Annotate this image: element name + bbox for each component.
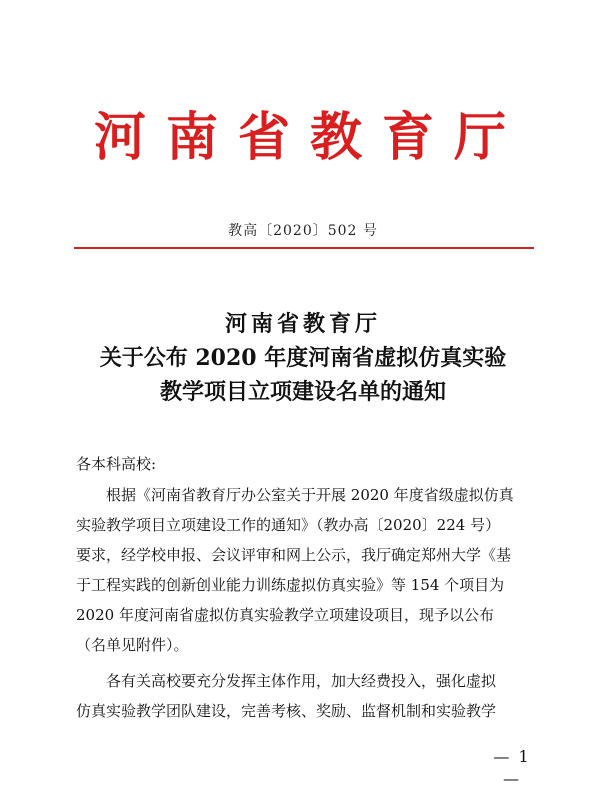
paragraph-1-line: 要求，经学校申报、会议评审和网上公示，我厅确定郑州大学《基 <box>76 546 512 564</box>
paragraph-2-line: 仿真实验教学团队建设，完善考核、奖励、监督机制和实验教学 <box>76 702 497 720</box>
paragraph-2 <box>76 666 530 726</box>
paragraph-1-line: 2020 年度河南省虚拟仿真实验教学立项建设项目，现予以公布 <box>76 606 494 624</box>
paragraph-1-line: 于工程实践的创新创业能力训练虚拟仿真实验》等 154 个项目为 <box>76 576 505 594</box>
title-line-2: 关于公布 2020 年度河南省虚拟仿真实验 <box>99 345 507 371</box>
paragraph-1-line: （名单见附件）。 <box>76 636 189 654</box>
document-number: 教高〔2020〕502 号 <box>228 223 378 239</box>
paragraph-2-line: 各有关高校要充分发挥主体作用，加大经费投入，强化虚拟 <box>106 672 497 690</box>
paragraph-1 <box>76 480 530 660</box>
paragraph-1-line: 根据《河南省教育厅办公室关于开展 2020 年度省级虚拟仿真 <box>106 486 514 504</box>
title-line-1: 河南省教育厅 <box>224 311 381 337</box>
issuing-organization-header: 河南省教育厅 <box>93 107 526 168</box>
salutation: 各本科高校: <box>76 455 157 473</box>
paragraph-1-line: 实验教学项目立项建设工作的通知》（教办高〔2020〕224 号） <box>76 516 501 534</box>
title-line-3: 教学项目立项建设名单的通知 <box>159 379 446 405</box>
page-number: — 1 — <box>493 747 531 788</box>
red-divider-line <box>74 247 534 249</box>
